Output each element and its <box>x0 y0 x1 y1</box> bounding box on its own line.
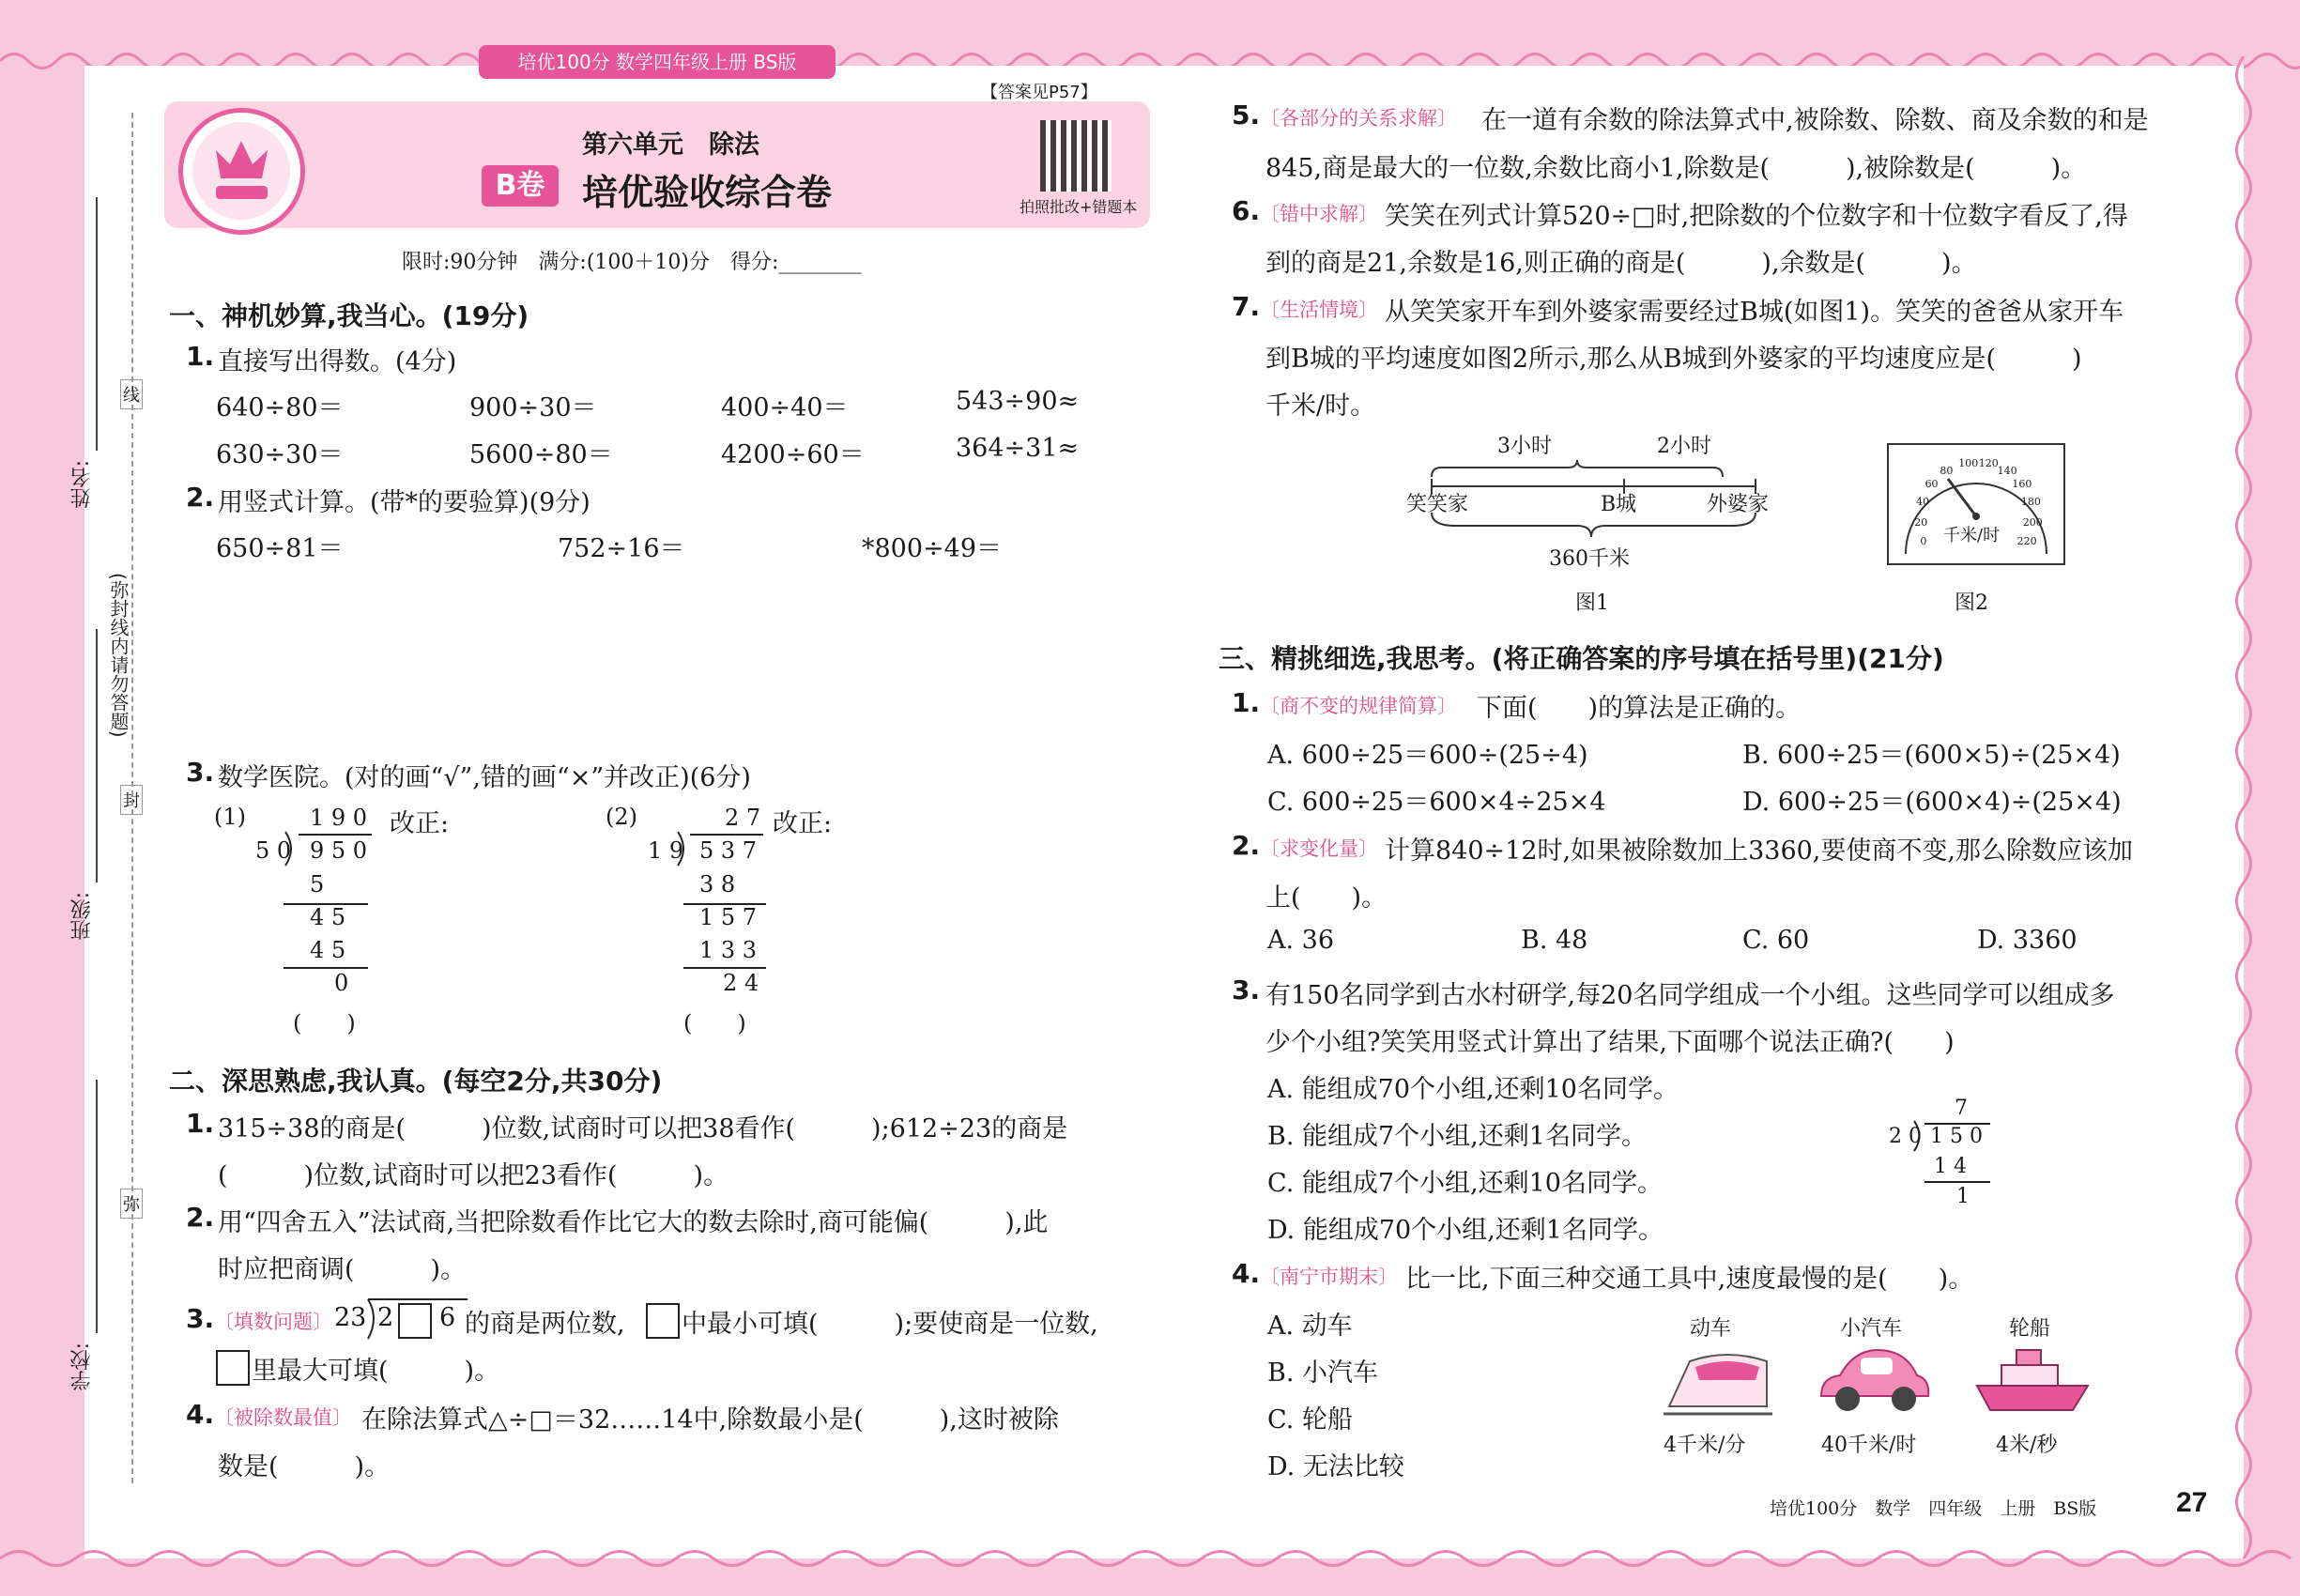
s2-q3-line2: 里最大可填( )。 <box>252 1357 500 1386</box>
gauge-tick-label: 40 <box>1916 496 1930 509</box>
s3-q4-tag: 〔南宁市期末〕 <box>1260 1266 1398 1288</box>
section3-title: 三、精挑细选,我思考。(将正确答案的序号填在括号里)(21分) <box>1219 643 1944 674</box>
fig2-caption: 图2 <box>1955 591 1988 615</box>
s3-q3-line1: 有150名同学到古水村研学,每20名同学组成一个小组。这些同学可以组成多 <box>1265 981 2115 1010</box>
calc-item: 630÷30＝ <box>216 440 344 469</box>
gauge-tick-label: 180 <box>2020 496 2041 509</box>
vehicle-speed: 40千米/时 <box>1821 1434 1917 1457</box>
vehicle-name: 小汽车 <box>1840 1317 1903 1341</box>
s2-q6-line2: 到的商是21,余数是16,则正确的商是( ),余数是( )。 <box>1265 249 1977 278</box>
page-number: 27 <box>2176 1487 2208 1518</box>
s3-q1-num: 1. <box>1232 687 1261 718</box>
gauge-tick-label: 100 <box>1958 456 1979 469</box>
s2-q4-line2: 数是( )。 <box>218 1452 391 1481</box>
option-item[interactable]: D. 3360 <box>1977 926 2078 955</box>
s1-q1-text: 直接写出得数。(4分) <box>218 347 457 376</box>
footer-text: 培优100分 数学 四年级 上册 BS版 <box>1770 1498 2097 1519</box>
s2-q7-line2: 到B城的平均速度如图2所示,那么从B城到外婆家的平均速度应是( ) <box>1265 345 2082 374</box>
division-quotient: 7 <box>1955 1097 1968 1120</box>
ship-icon <box>1971 1341 2093 1418</box>
seal-mi: 弥 <box>120 1189 143 1219</box>
s3-q2-line1: 计算840÷12时,如果被除数加上3360,要使商不变,那么除数应该加 <box>1385 836 2133 866</box>
division-bracket <box>1911 1119 1928 1153</box>
s1-q2-text: 用竖式计算。(带*的要验算)(9分) <box>218 488 590 517</box>
car-icon <box>1812 1344 1934 1418</box>
gauge-tick-label: 160 <box>2012 478 2032 491</box>
answer-ref: 【答案见P57】 <box>981 83 1097 102</box>
s2-q2-num: 2. <box>186 1202 215 1233</box>
division-quotient: 2 7 <box>725 805 761 831</box>
option-item[interactable]: B. 600÷25＝(600×5)÷(25×4) <box>1742 741 2121 770</box>
seal-feng: 封 <box>120 785 143 815</box>
vertical-calc-item: 752÷16＝ <box>558 534 685 563</box>
s2-q5-line2: 845,商是最大的一位数,余数比商小1,除数是( ),被除数是( )。 <box>1265 154 2087 183</box>
s2-q3-line1b: 中最小可填( );要使商是一位数, <box>682 1310 1098 1339</box>
name-label: 姓名: <box>70 460 94 509</box>
division-label: (2) <box>606 804 637 830</box>
division-step: 1 3 3 <box>699 937 758 963</box>
s2-q7-tag: 〔生活情境〕 <box>1260 299 1378 321</box>
gauge-tick-label: 220 <box>2016 535 2037 548</box>
division-bracket <box>282 830 300 867</box>
s2-q7-line1: 从笑笑家开车到外婆家需要经过B城(如图1)。笑笑的爸爸从家开车 <box>1385 298 2124 327</box>
s2-q3-num: 3. <box>186 1303 215 1334</box>
s2-q1-num: 1. <box>186 1108 215 1139</box>
s2-q6-num: 6. <box>1232 195 1261 226</box>
s3-q2-line2: 上( )。 <box>1265 883 1388 913</box>
gauge-unit: 千米/时 <box>1943 526 2001 545</box>
s3-q3-num: 3. <box>1232 974 1261 1005</box>
gauge-tick-label: 0 <box>1920 535 1927 548</box>
qr-code-icon[interactable] <box>1040 120 1112 192</box>
division-bracket <box>674 830 693 867</box>
s2-q4-line1: 在除法算式△÷□＝32……14中,除数最小是( ),这时被除 <box>361 1405 1059 1435</box>
s2-q1-line1: 315÷38的商是( )位数,试商时可以把38看作( );612÷23的商是 <box>218 1114 1068 1143</box>
crown-icon <box>183 113 300 230</box>
fig1-time2: 2小时 <box>1657 435 1711 458</box>
seal-xian: 线 <box>120 379 143 409</box>
publisher-logo <box>178 108 305 235</box>
division-step: 1 5 7 <box>699 904 758 930</box>
fig1-place2: B城 <box>1601 493 1637 516</box>
unit-title: 第六单元 除法 <box>582 130 759 160</box>
division-divisor: 2 0 <box>1889 1125 1922 1148</box>
division-divisor: 5 0 <box>255 837 292 864</box>
s2-q4-tag: 〔被除数最值〕 <box>214 1406 352 1429</box>
s2-q5-line1: 在一道有余数的除法算式中,被除数、除数、商及余数的和是 <box>1481 106 2149 135</box>
gauge-tick-label: 120 <box>1978 456 1999 469</box>
qr-caption: 拍照批改+错题本 <box>1020 198 1138 216</box>
option-item[interactable]: B. 48 <box>1521 926 1588 955</box>
s2-q3-dividend-head: 2 <box>377 1303 394 1332</box>
option-item[interactable]: B. 小汽车 <box>1267 1358 1379 1388</box>
s1-q3-num: 3. <box>186 757 215 788</box>
calc-item: 4200÷60＝ <box>721 440 865 469</box>
division-step: 3 8 <box>699 871 736 898</box>
division-step: 4 5 <box>310 937 346 963</box>
school-label: 学校: <box>70 1343 94 1391</box>
option-item[interactable]: C. 轮船 <box>1267 1405 1353 1435</box>
vertical-calc-item: 650÷81＝ <box>216 534 344 563</box>
option-item[interactable]: D. 无法比较 <box>1267 1452 1404 1481</box>
time-limits: 限时:90分钟 满分:(100＋10)分 得分:________ <box>402 251 862 274</box>
s1-q1-num: 1. <box>186 341 215 372</box>
division-quotient: 1 9 0 <box>310 805 368 831</box>
option-item[interactable]: B. 能组成7个小组,还剩1名同学。 <box>1267 1122 1647 1151</box>
s2-q6-line1: 笑笑在列式计算520÷□时,把除数的个位数字和十位数字看反了,得 <box>1385 202 2128 231</box>
paper-title: 培优验收综合卷 <box>582 172 833 213</box>
section2-title: 二、深思熟虑,我认真。(每空2分,共30分) <box>169 1066 663 1097</box>
calc-item: 543÷90≈ <box>956 387 1080 416</box>
s2-q3-tag: 〔填数问题〕 <box>214 1311 332 1333</box>
option-item[interactable]: C. 能组成7个小组,还剩10名同学。 <box>1267 1169 1663 1198</box>
division-step: 4 5 <box>310 904 346 930</box>
division-step: 2 4 <box>723 970 759 996</box>
s2-q4-num: 4. <box>186 1399 215 1430</box>
calc-item: 900÷30＝ <box>469 393 597 422</box>
s3-q1-tag: 〔商不变的规律简算〕 <box>1260 695 1457 717</box>
option-item[interactable]: C. 60 <box>1742 926 1810 955</box>
division-step: 1 4 <box>1934 1155 1967 1178</box>
s3-q2-num: 2. <box>1232 830 1261 861</box>
division-divisor: 1 9 <box>648 837 684 864</box>
class-blank <box>96 629 98 882</box>
s2-q5-num: 5. <box>1232 100 1261 130</box>
section1-title: 一、神机妙算,我当心。(19分) <box>169 300 529 331</box>
division-dividend: 9 5 0 <box>310 837 368 864</box>
gauge-tick-label: 200 <box>2022 515 2043 529</box>
calc-item: 400÷40＝ <box>721 393 849 422</box>
seal-note: (弥封线内请勿答题) <box>107 573 130 738</box>
fig1-place3: 外婆家 <box>1707 493 1770 516</box>
division-step: 0 <box>334 970 349 996</box>
vehicle-name: 轮船 <box>2009 1317 2051 1341</box>
book-tab: 培优100分 数学四年级上册 BS版 <box>479 45 836 79</box>
fig1-time1: 3小时 <box>1497 435 1552 458</box>
s2-q3-divisor: 23 <box>334 1303 367 1332</box>
option-item[interactable]: A. 600÷25＝600÷(25÷4) <box>1267 741 1588 770</box>
fix-label: 改正: <box>390 809 450 838</box>
bottom-wave-border <box>0 1540 2300 1577</box>
option-item[interactable]: A. 36 <box>1267 926 1335 955</box>
calc-item: 364÷31≈ <box>956 434 1080 463</box>
digit-box[interactable] <box>398 1303 432 1339</box>
s2-q2-line2: 时应把商调( )。 <box>218 1255 467 1284</box>
division-dividend: 1 5 0 <box>1930 1125 1983 1148</box>
s2-q3-dividend-tail: 6 <box>439 1303 456 1332</box>
vehicle-speed: 4米/秒 <box>1996 1434 2058 1457</box>
fix-label: 改正: <box>773 809 833 838</box>
fig1-distance: 360千米 <box>1549 547 1630 571</box>
name-blank <box>96 197 98 451</box>
right-wave-border <box>2225 56 2262 1558</box>
fig1-caption: 图1 <box>1575 591 1609 615</box>
s2-q7-line3: 千米/时。 <box>1265 391 1376 421</box>
division-label: (1) <box>214 804 246 830</box>
calc-item: 640÷80＝ <box>216 393 344 422</box>
bullet-train-icon <box>1662 1341 1774 1418</box>
vehicle-speed: 4千米/分 <box>1664 1434 1746 1457</box>
judge-bracket[interactable]: ( ) <box>293 1010 356 1036</box>
s3-q4-text: 比一比,下面三种交通工具中,速度最慢的是( )。 <box>1405 1265 1974 1294</box>
s3-q1-text: 下面( )的算法是正确的。 <box>1477 694 1802 723</box>
s2-q6-tag: 〔错中求解〕 <box>1260 203 1378 225</box>
school-blank <box>96 1080 98 1333</box>
digit-box[interactable] <box>216 1350 250 1386</box>
s2-q2-line1: 用“四舍五入”法试商,当把除数看作比它大的数去除时,商可能偏( ),此 <box>218 1208 1049 1237</box>
class-label: 班级: <box>70 892 94 941</box>
vehicle-name: 动车 <box>1690 1317 1732 1341</box>
s3-q2-tag: 〔求变化量〕 <box>1260 837 1378 860</box>
option-item[interactable]: A. 动车 <box>1267 1312 1353 1341</box>
calc-item: 5600÷80＝ <box>469 440 613 469</box>
s3-q4-num: 4. <box>1232 1258 1261 1289</box>
judge-bracket[interactable]: ( ) <box>683 1010 746 1036</box>
s1-q2-num: 2. <box>186 482 215 513</box>
gauge-tick-label: 80 <box>1940 464 1954 477</box>
s2-q7-num: 7. <box>1232 291 1261 322</box>
division-step: 5 <box>310 871 325 898</box>
s1-q3-text: 数学医院。(对的画“√”,错的画“×”并改正)(6分) <box>218 763 751 792</box>
option-item[interactable]: C. 600÷25＝600×4÷25×4 <box>1267 788 1606 817</box>
option-item[interactable]: A. 能组成70个小组,还剩10名同学。 <box>1267 1075 1679 1104</box>
s3-q3-line2: 少个小组?笑笑用竖式计算出了结果,下面哪个说法正确?( ) <box>1265 1028 1955 1057</box>
division-dividend: 5 3 7 <box>699 837 758 864</box>
gauge-tick-label: 20 <box>1914 515 1928 529</box>
fig1-place1: 笑笑家 <box>1406 493 1469 516</box>
digit-box[interactable] <box>646 1303 680 1339</box>
s2-q1-line2: ( )位数,试商时可以把23看作( )。 <box>218 1161 729 1190</box>
gauge-tick-label: 140 <box>1997 464 2017 477</box>
division-step: 1 <box>1956 1185 1970 1208</box>
option-item[interactable]: D. 能组成70个小组,还剩1名同学。 <box>1267 1216 1664 1245</box>
option-item[interactable]: D. 600÷25＝(600×4)÷(25×4) <box>1742 788 2122 817</box>
s2-q5-tag: 〔各部分的关系求解〕 <box>1260 107 1457 130</box>
s2-q3-line1: 的商是两位数, <box>465 1310 625 1339</box>
vertical-calc-item: *800÷49＝ <box>862 534 1003 563</box>
gauge-tick-label: 60 <box>1924 478 1939 491</box>
b-juan-badge: B卷 <box>482 165 559 207</box>
